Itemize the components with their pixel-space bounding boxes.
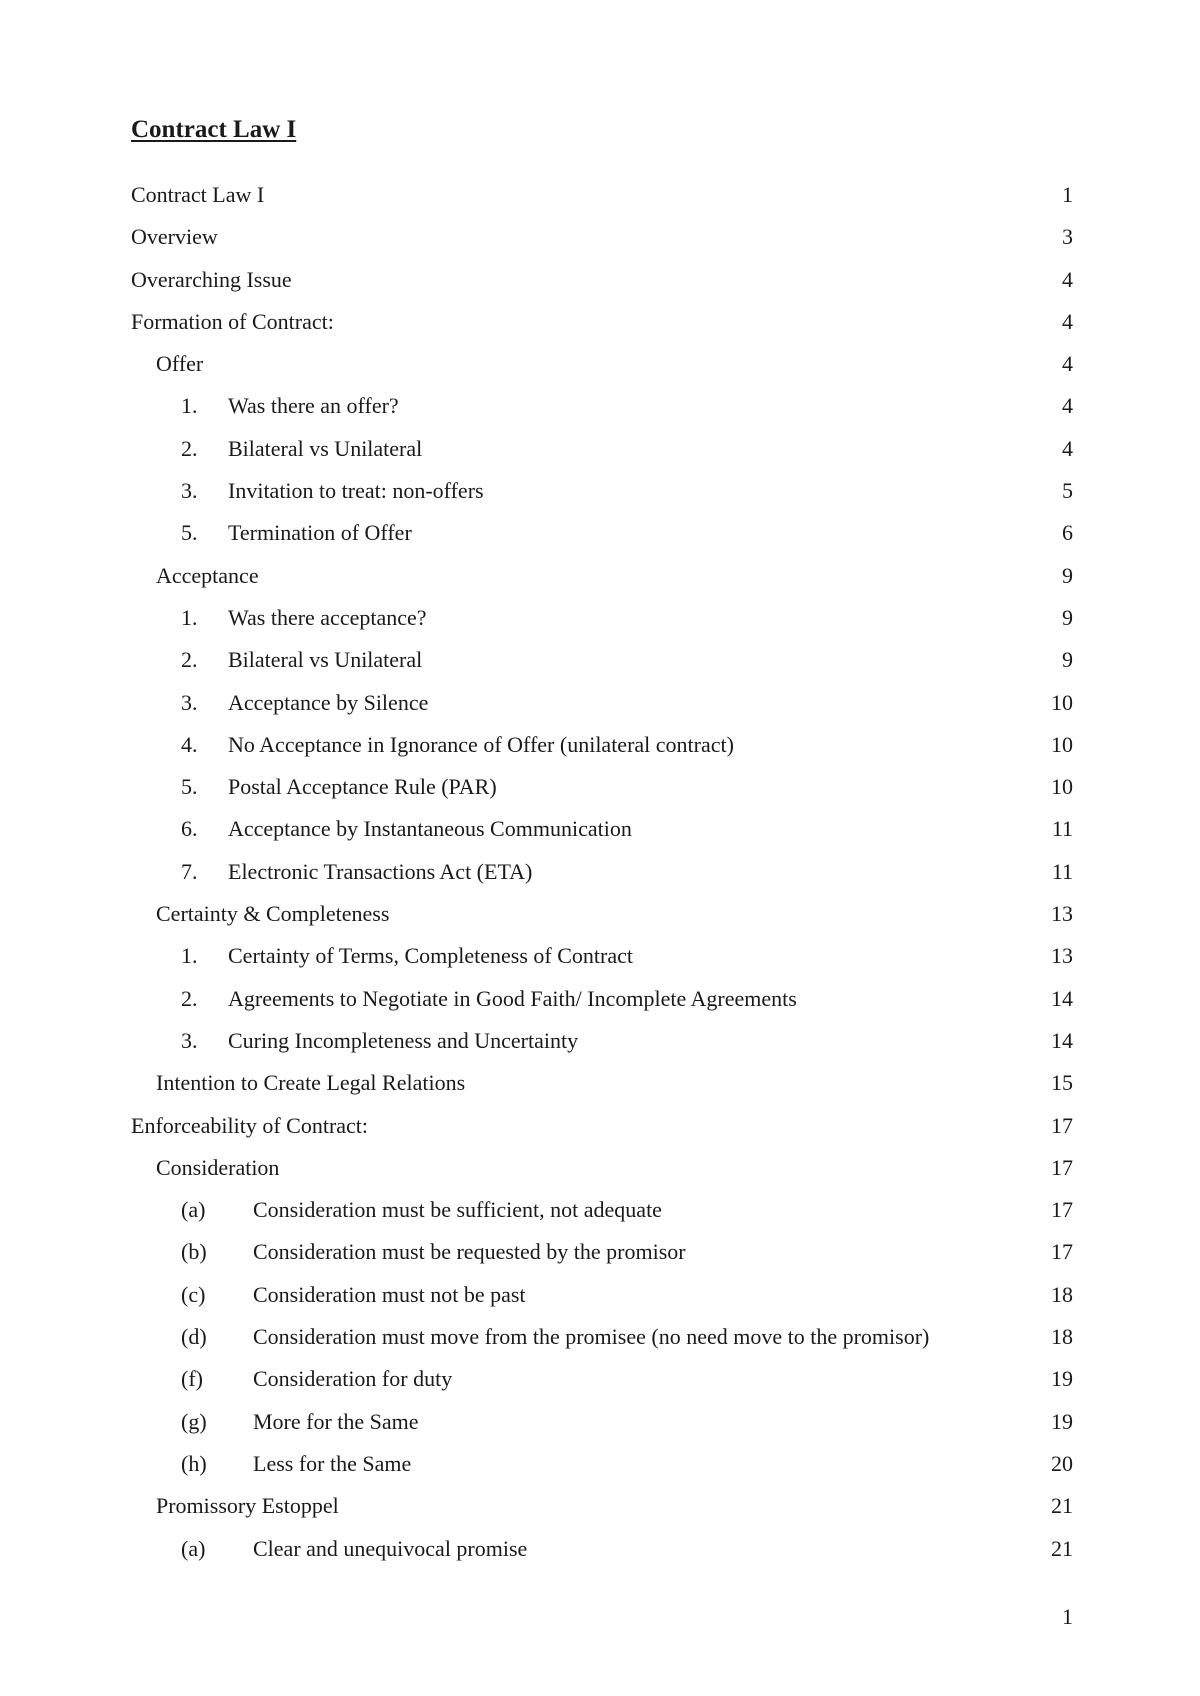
toc-entry-label: Electronic Transactions Act (ETA) xyxy=(228,858,533,884)
toc-entry[interactable] xyxy=(0,688,1200,730)
toc-entry[interactable] xyxy=(0,814,1200,856)
toc-entry-page: 10 xyxy=(1051,774,1073,800)
toc-entry-page: 11 xyxy=(1051,858,1073,884)
toc-entry-label: Consideration for duty xyxy=(253,1366,453,1392)
toc-entry-marker: 6. xyxy=(181,816,198,842)
toc-entry-label: Curing Incompleteness and Uncertainty xyxy=(228,1027,579,1053)
toc-entry-page: 21 xyxy=(1051,1493,1073,1519)
toc-entry-marker: (b) xyxy=(181,1239,207,1265)
toc-entry-page: 19 xyxy=(1051,1408,1073,1434)
toc-entry[interactable] xyxy=(0,1449,1200,1491)
toc-entry-label: Acceptance by Silence xyxy=(228,689,429,715)
page-number: 1 xyxy=(1062,1604,1073,1629)
toc-entry-page: 18 xyxy=(1051,1281,1073,1307)
toc-entry-marker: 5. xyxy=(181,774,198,800)
toc-entry-label: Consideration must move from the promisee (no need move to the promisor) xyxy=(253,1324,930,1350)
toc-entry-page: 9 xyxy=(1062,647,1073,673)
toc-entry-page: 1 xyxy=(1062,182,1073,207)
toc-entry-page: 15 xyxy=(1051,1070,1073,1096)
toc-entry[interactable] xyxy=(0,1068,1200,1110)
toc-entry-marker: 1. xyxy=(181,604,198,630)
toc-entry-marker: (h) xyxy=(181,1450,207,1476)
toc-entry-label: Enforceability of Contract: xyxy=(131,1112,369,1138)
toc-entry-marker: 1. xyxy=(181,943,198,969)
toc-entry-page: 4 xyxy=(1062,351,1073,377)
toc-entry-label: Clear and unequivocal promise xyxy=(253,1535,528,1561)
toc-entry[interactable] xyxy=(0,1280,1200,1322)
toc-entry-label: Agreements to Negotiate in Good Faith/ Incomplete Agreements xyxy=(228,985,797,1011)
toc-entry[interactable] xyxy=(0,476,1200,518)
toc-entry-page: 13 xyxy=(1051,901,1073,927)
toc-entry-label: Contract Law I xyxy=(131,182,265,207)
toc-entry-page: 13 xyxy=(1051,943,1073,969)
toc-entry-marker: 2. xyxy=(181,647,198,673)
toc-entry[interactable] xyxy=(0,1111,1200,1153)
toc-entry-page: 20 xyxy=(1051,1450,1073,1476)
toc-entry-label: Invitation to treat: non-offers xyxy=(228,478,484,504)
toc-entry-label: Certainty of Terms, Completeness of Contract xyxy=(228,943,633,969)
toc-entry[interactable] xyxy=(0,434,1200,476)
toc-entry[interactable] xyxy=(0,391,1200,433)
toc-entry-label: Acceptance xyxy=(156,562,259,588)
document-title: Contract Law I xyxy=(131,116,297,143)
toc-entry-page: 4 xyxy=(1062,393,1073,419)
toc-entry-marker: 3. xyxy=(181,1027,198,1053)
toc-entry-marker: (a) xyxy=(181,1197,206,1223)
toc-entry[interactable] xyxy=(0,857,1200,899)
toc-entry-page: 17 xyxy=(1051,1239,1073,1265)
toc-entry-marker: 3. xyxy=(181,689,198,715)
toc-entry-page: 14 xyxy=(1051,985,1073,1011)
toc-entry-label: Termination of Offer xyxy=(228,520,412,546)
toc-entry-marker: (a) xyxy=(181,1535,206,1561)
toc-entry[interactable] xyxy=(0,1322,1200,1364)
toc-entry-page: 17 xyxy=(1051,1197,1073,1223)
table-of-contents xyxy=(0,180,1200,1576)
toc-entry-page: 21 xyxy=(1051,1535,1073,1561)
toc-entry-page: 18 xyxy=(1051,1324,1073,1350)
toc-entry-page: 4 xyxy=(1062,266,1073,292)
toc-entry-page: 4 xyxy=(1062,308,1073,334)
toc-entry[interactable] xyxy=(0,1195,1200,1237)
toc-entry[interactable] xyxy=(0,645,1200,687)
toc-entry[interactable] xyxy=(0,180,1200,222)
toc-entry-label: Certainty & Completeness xyxy=(156,901,390,927)
toc-entry-marker: 3. xyxy=(181,478,198,504)
toc-entry[interactable] xyxy=(0,1237,1200,1279)
toc-entry-marker: (d) xyxy=(181,1324,207,1350)
toc-entry-label: Consideration must be requested by the promisor xyxy=(253,1239,686,1265)
toc-entry-label: Acceptance by Instantaneous Communication xyxy=(228,816,632,842)
toc-entry-label: More for the Same xyxy=(253,1408,419,1434)
toc-entry-page: 17 xyxy=(1051,1112,1073,1138)
toc-entry-marker: 7. xyxy=(181,858,198,884)
toc-entry[interactable] xyxy=(0,518,1200,560)
toc-entry[interactable] xyxy=(0,307,1200,349)
toc-entry-label: Consideration must not be past xyxy=(253,1281,526,1307)
toc-entry-label: Overarching Issue xyxy=(131,266,292,292)
toc-entry[interactable] xyxy=(0,772,1200,814)
toc-entry-marker: (c) xyxy=(181,1281,206,1307)
toc-entry[interactable] xyxy=(0,561,1200,603)
toc-entry-label: Bilateral vs Unilateral xyxy=(228,647,423,673)
toc-entry-label: Intention to Create Legal Relations xyxy=(156,1070,466,1096)
toc-entry-marker: 2. xyxy=(181,435,198,461)
toc-entry-page: 9 xyxy=(1062,562,1073,588)
toc-entry-label: No Acceptance in Ignorance of Offer (unilateral contract) xyxy=(228,731,734,757)
toc-entry[interactable] xyxy=(0,1491,1200,1533)
toc-entry-page: 10 xyxy=(1051,731,1073,757)
toc-entry-page: 4 xyxy=(1062,435,1073,461)
toc-entry-page: 11 xyxy=(1051,816,1073,842)
toc-entry-label: Was there an offer? xyxy=(228,393,399,419)
toc-entry-label: Promissory Estoppel xyxy=(156,1493,339,1519)
toc-entry-label: Overview xyxy=(131,224,218,250)
toc-entry-label: Formation of Contract: xyxy=(131,308,334,334)
toc-entry[interactable] xyxy=(0,1153,1200,1195)
toc-entry[interactable] xyxy=(0,984,1200,1026)
toc-entry-page: 6 xyxy=(1062,520,1073,546)
toc-entry-page: 10 xyxy=(1051,689,1073,715)
toc-entry[interactable] xyxy=(0,1534,1200,1576)
toc-entry[interactable] xyxy=(0,1026,1200,1068)
toc-entry[interactable] xyxy=(0,222,1200,264)
toc-entry-label: Bilateral vs Unilateral xyxy=(228,435,423,461)
toc-entry-label: Was there acceptance? xyxy=(228,604,427,630)
toc-entry-marker: (f) xyxy=(181,1366,203,1392)
toc-entry-label: Less for the Same xyxy=(253,1450,412,1476)
toc-entry[interactable] xyxy=(0,1364,1200,1406)
toc-entry-page: 14 xyxy=(1051,1027,1073,1053)
toc-entry-marker: 4. xyxy=(181,731,198,757)
toc-entry[interactable] xyxy=(0,941,1200,983)
toc-entry-label: Consideration must be sufficient, not adequate xyxy=(253,1197,662,1223)
toc-entry-page: 9 xyxy=(1062,604,1073,630)
toc-entry-page: 17 xyxy=(1051,1154,1073,1180)
toc-entry-marker: 5. xyxy=(181,520,198,546)
toc-entry[interactable] xyxy=(0,899,1200,941)
toc-entry-label: Postal Acceptance Rule (PAR) xyxy=(228,774,497,800)
toc-entry-marker: (g) xyxy=(181,1408,207,1434)
toc-entry[interactable] xyxy=(0,730,1200,772)
toc-entry[interactable] xyxy=(0,1407,1200,1449)
toc-entry[interactable] xyxy=(0,265,1200,307)
toc-entry-label: Offer xyxy=(156,351,204,377)
toc-entry-page: 19 xyxy=(1051,1366,1073,1392)
toc-entry-page: 5 xyxy=(1062,478,1073,504)
toc-entry-marker: 1. xyxy=(181,393,198,419)
toc-entry[interactable] xyxy=(0,603,1200,645)
toc-entry-page: 3 xyxy=(1062,224,1073,250)
toc-entry-label: Consideration xyxy=(156,1154,280,1180)
toc-entry-marker: 2. xyxy=(181,985,198,1011)
toc-entry[interactable] xyxy=(0,349,1200,391)
